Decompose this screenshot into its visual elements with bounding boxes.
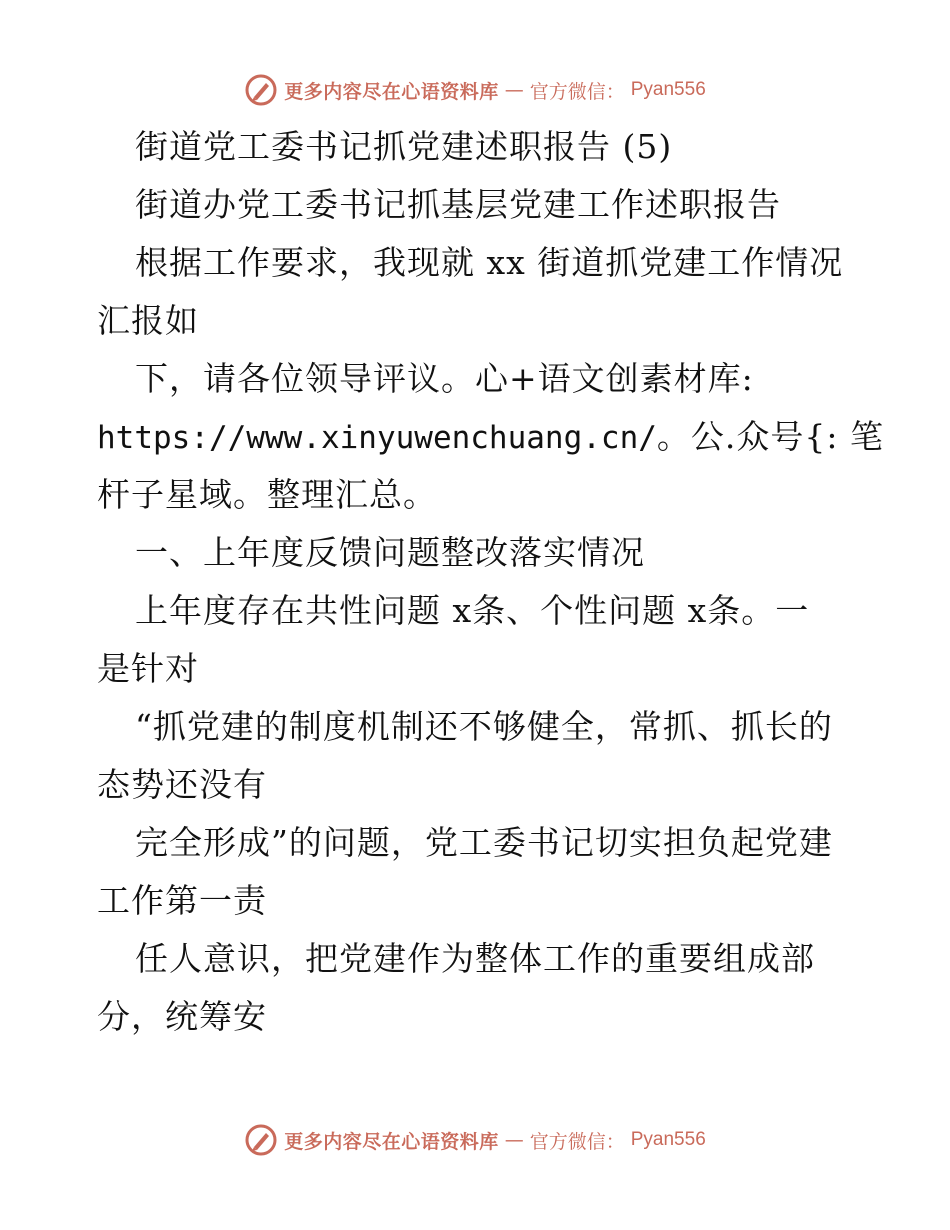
pen-logo-icon <box>244 1123 278 1157</box>
document-title: 街道党工委书记抓党建述职报告 (5) <box>135 127 673 166</box>
footer-wechat-id: Pyan556 <box>630 1129 706 1150</box>
header-wechat-label: 官方微信： <box>529 80 625 103</box>
document-body <box>97 118 885 1046</box>
text-line: 分，统筹安 <box>97 997 267 1036</box>
footer-wechat-label: 官方微信： <box>529 1130 625 1153</box>
text-fragment: 。公.众号{: 笔 <box>656 417 885 456</box>
text-line: 工作第一责 <box>97 881 267 920</box>
text-line: 是针对 <box>97 649 199 688</box>
text-line: 上年度存在共性问题 x条、个性问题 x条。一 <box>135 591 810 630</box>
footer-banner-text: 更多内容尽在心语资料库 <box>284 1130 499 1153</box>
text-line: 完全形成”的问题，党工委书记切实担负起党建 <box>135 823 833 862</box>
text-line: 任人意识，把党建作为整体工作的重要组成部 <box>135 939 815 978</box>
footer-banner-dash: — <box>504 1129 524 1151</box>
text-line: 杆子星域。整理汇总。 <box>97 475 437 514</box>
source-url: https://www.xinyuwenchuang.cn/ <box>97 420 657 456</box>
header-banner-dash: — <box>504 79 524 101</box>
text-line: 汇报如 <box>97 301 199 340</box>
header-banner <box>0 70 950 110</box>
document-subtitle: 街道办党工委书记抓基层党建工作述职报告 <box>135 185 781 224</box>
section-heading: 一、上年度反馈问题整改落实情况 <box>135 533 645 572</box>
pen-logo-icon <box>244 73 278 107</box>
footer-banner <box>0 1120 950 1160</box>
text-line: “抓党建的制度机制还不够健全，常抓、抓长的 <box>135 707 833 746</box>
text-line-url <box>97 408 885 466</box>
text-line: 下，请各位领导评议。心+语文创素材库: <box>135 359 754 398</box>
text-line: 根据工作要求，我现就 xx 街道抓党建工作情况 <box>135 243 844 282</box>
text-line: 态势还没有 <box>97 765 267 804</box>
header-wechat-id: Pyan556 <box>630 79 706 100</box>
header-banner-text: 更多内容尽在心语资料库 <box>284 80 499 103</box>
